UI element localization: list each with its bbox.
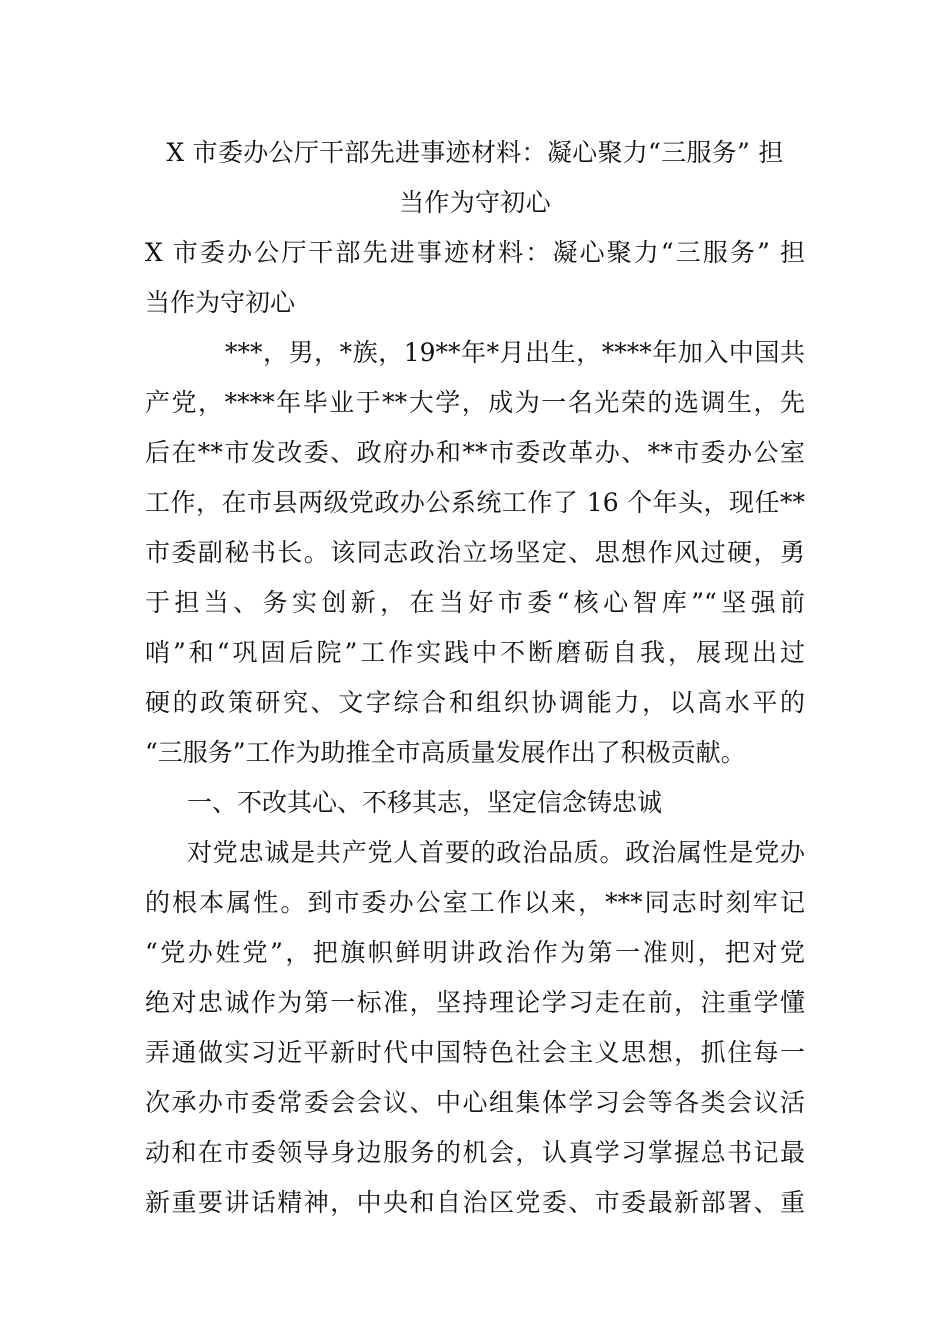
body-line-1: 对党忠诚是共产党人首要的政治品质。政治属性是党办 — [187, 838, 805, 867]
intro-line-7: 哨”和“巩固后院”工作实践中不断磨砺自我，展现出过 — [145, 638, 805, 667]
intro-line-1: ***，男，*族，19**年*月出生，****年加入中国共 — [225, 338, 805, 367]
document-page — [145, 128, 805, 1228]
body-line-8: 新重要讲话精神，中央和自治区党委、市委最新部署、重 — [145, 1188, 805, 1217]
intro-line-3: 后在**市发改委、政府办和**市委改革办、**市委办公室 — [145, 438, 805, 467]
intro-line-9: “三服务”工作为助推全市高质量发展作出了积极贡献。 — [145, 738, 746, 767]
document-title-line-1: X 市委办公厅干部先进事迹材料：凝心聚力“三服务” 担 — [166, 138, 784, 167]
body-line-4: 绝对忠诚作为第一标准，坚持理论学习走在前，注重学懂 — [145, 988, 805, 1017]
heading-line-2: 当作为守初心 — [145, 288, 296, 317]
body-line-2: 的根本属性。到市委办公室工作以来，***同志时刻牢记 — [145, 888, 805, 917]
intro-line-2: 产党，****年毕业于**大学，成为一名光荣的选调生，先 — [145, 388, 805, 417]
body-line-5: 弄通做实习近平新时代中国特色社会主义思想，抓住每一 — [145, 1038, 805, 1067]
section-heading: 一、不改其心、不移其志，坚定信念铸忠诚 — [187, 788, 663, 817]
document-title-line-2: 当作为守初心 — [399, 188, 551, 217]
body-line-7: 动和在市委领导身边服务的机会，认真学习掌握总书记最 — [145, 1138, 805, 1167]
intro-line-6: 于担当、务实创新，在当好市委“核心智库”“坚强前 — [145, 588, 805, 617]
body-line-6: 次承办市委常委会会议、中心组集体学习会等各类会议活 — [145, 1088, 805, 1117]
heading-line-1: X 市委办公厅干部先进事迹材料：凝心聚力“三服务” 担 — [145, 238, 805, 267]
intro-line-5: 市委副秘书长。该同志政治立场坚定、思想作风过硬，勇 — [145, 538, 805, 567]
body-line-3: “党办姓党”，把旗帜鲜明讲政治作为第一准则，把对党 — [145, 938, 805, 967]
intro-line-8: 硬的政策研究、文字综合和组织协调能力，以高水平的 — [145, 688, 805, 717]
intro-line-4: 工作，在市县两级党政办公系统工作了 16 个年头，现任** — [145, 488, 805, 517]
